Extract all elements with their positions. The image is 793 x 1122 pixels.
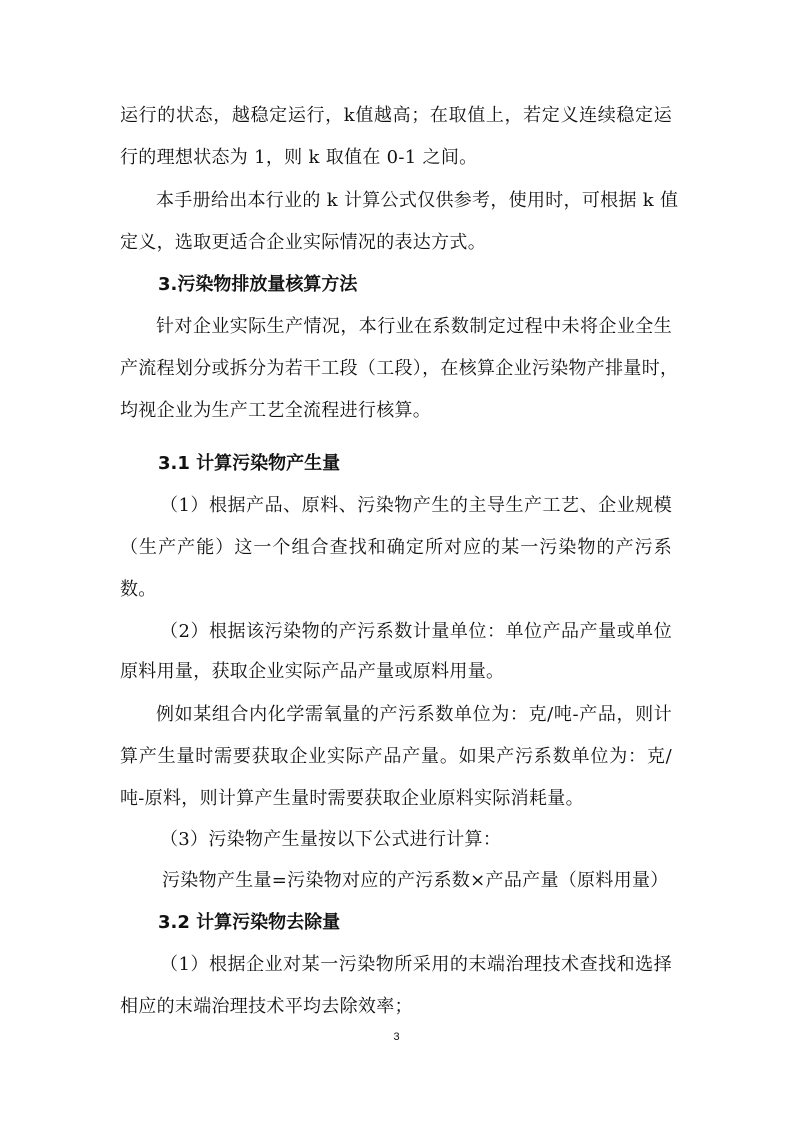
paragraph-6-line-1: 例如某组合内化学需氧量的产污系数单位为：克/吨-产品，则计 <box>156 704 672 725</box>
paragraph-1-line-1: 运行的状态，越稳定运行，k值越高；在取值上，若定义连续稳定运 <box>120 105 672 126</box>
paragraph-2-line-1: 本手册给出本行业的 k 计算公式仅供参考，使用时，可根据 k 值 <box>156 190 679 211</box>
paragraph-8-line-1: （1）根据企业对某一污染物所采用的末端治理技术查找和选择 <box>160 954 672 975</box>
paragraph-6-line-2: 算产生量时需要获取企业实际产品产量。如果产污系数单位为：克/ <box>120 746 672 767</box>
paragraph-3-line-1: 针对企业实际生产情况，本行业在系数制定过程中未将企业全生 <box>156 316 672 337</box>
paragraph-7-line-1: （3）污染物产生量按以下公式进行计算： <box>160 829 502 850</box>
paragraph-4-line-3: 数。 <box>120 579 157 600</box>
paragraph-3-line-3: 均视企业为生产工艺全流程进行核算。 <box>120 400 432 421</box>
formula-line: 污染物产生量=污染物对应的产污系数×产品产量（原料用量） <box>162 870 669 891</box>
paragraph-1-line-2: 行的理想状态为 1，则 k 取值在 0-1 之间。 <box>120 147 478 168</box>
section-heading-3: 3.污染物排放量核算方法 <box>158 274 358 295</box>
section-heading-3-2: 3.2 计算污染物去除量 <box>158 912 341 933</box>
paragraph-4-line-2: （生产产能）这一个组合查找和确定所对应的某一污染物的产污系 <box>120 537 672 558</box>
paragraph-3-line-2: 产流程划分或拆分为若干工段（工段），在核算企业污染物产排量时， <box>120 358 679 379</box>
paragraph-6-line-3: 吨-原料，则计算产生量时需要获取企业原料实际消耗量。 <box>120 788 584 809</box>
section-heading-3-1: 3.1 计算污染物产生量 <box>158 453 341 474</box>
page-number: 3 <box>393 1031 400 1043</box>
paragraph-4-line-1: （1）根据产品、原料、污染物产生的主导生产工艺、企业规模 <box>160 495 672 516</box>
paragraph-8-line-2: 相应的末端治理技术平均去除效率； <box>120 996 413 1017</box>
paragraph-2-line-2: 定义，选取更适合企业实际情况的表达方式。 <box>120 232 486 253</box>
paragraph-5-line-2: 原料用量，获取企业实际产品产量或原料用量。 <box>120 661 505 682</box>
paragraph-5-line-1: （2）根据该污染物的产污系数计量单位：单位产品产量或单位 <box>160 621 672 642</box>
